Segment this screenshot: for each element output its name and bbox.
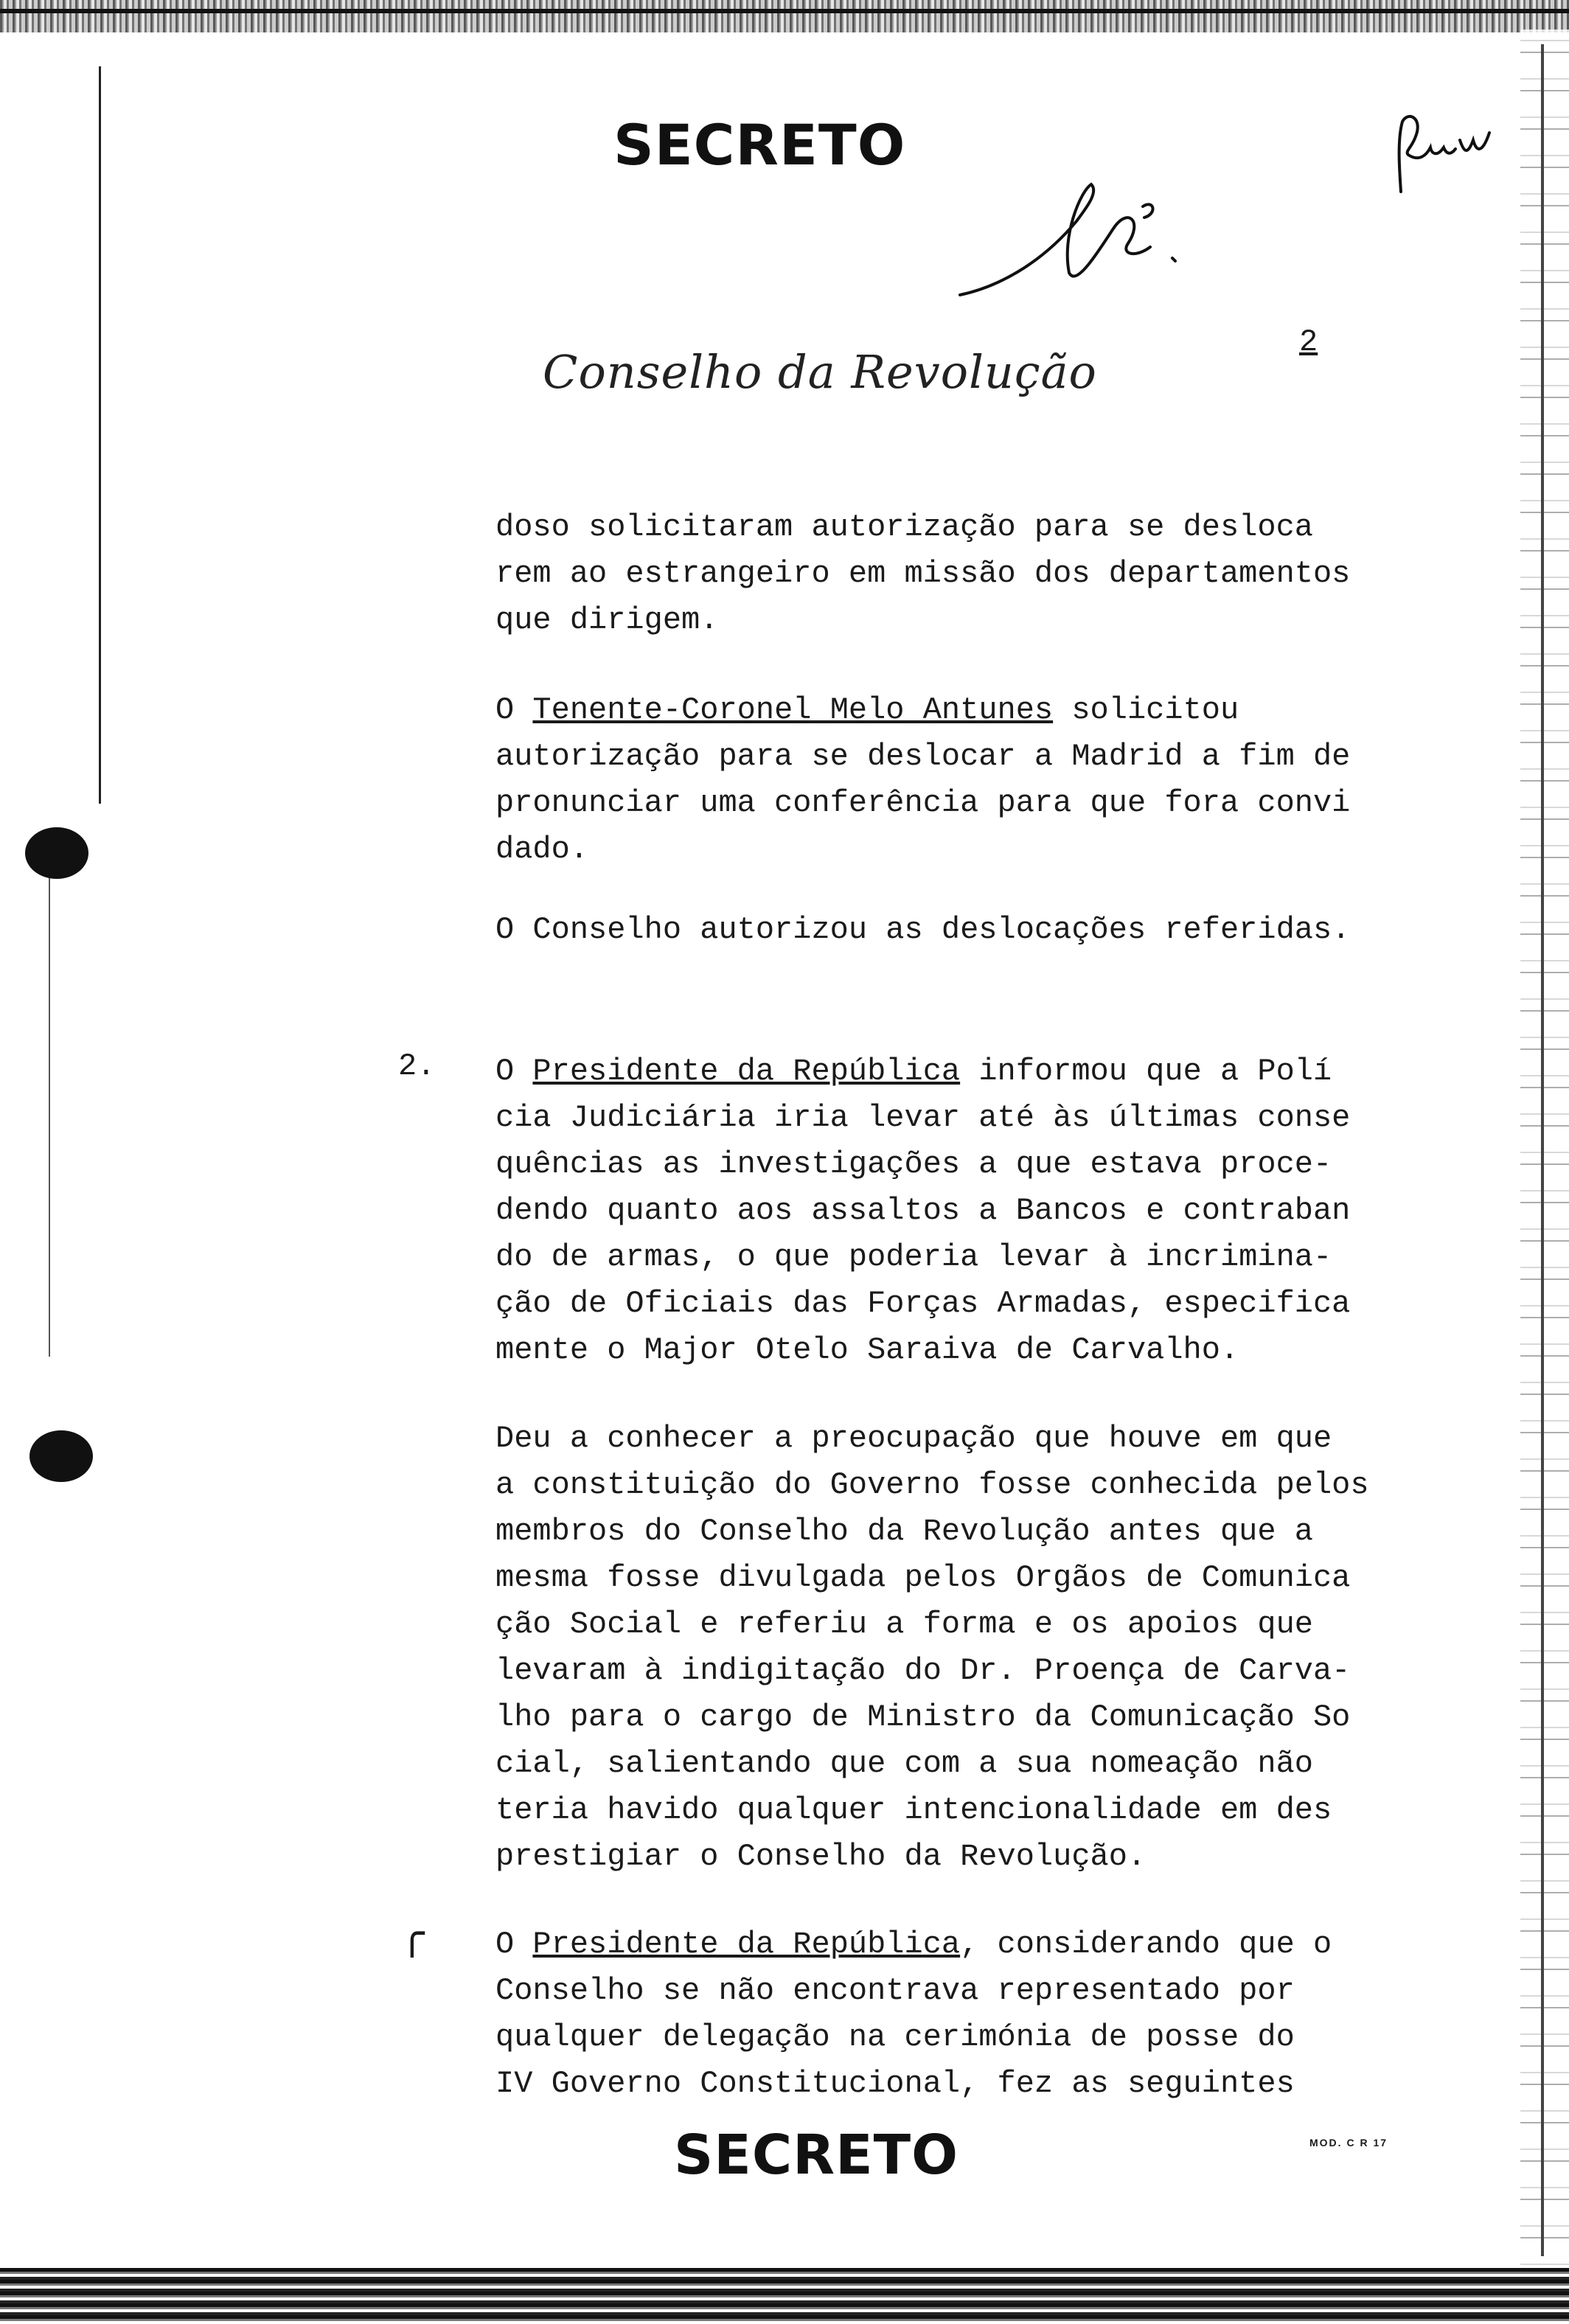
form-code: MOD. C R 17	[1309, 2137, 1388, 2149]
paragraph	[495, 907, 1402, 953]
text-line: IV Governo Constitucional, fez as seguintes	[495, 2066, 1295, 2101]
handwritten-initials	[951, 177, 1194, 310]
paragraph	[495, 687, 1402, 873]
text-line: pronunciar uma conferência para que fora convi	[495, 785, 1351, 821]
text-run: O	[495, 1054, 533, 1089]
text-run: O	[495, 1927, 533, 1962]
underlined-name: Tenente-Coronel Melo Antunes	[532, 692, 1054, 728]
paragraph	[495, 504, 1402, 644]
scan-edge-right	[1520, 29, 1569, 2271]
text-line: a constituição do Governo fosse conhecida pelos	[495, 1467, 1369, 1503]
text-line: prestigiar o Conselho da Revolução.	[495, 1839, 1147, 1874]
text-run: O	[495, 692, 533, 728]
punch-hole-bottom	[29, 1430, 93, 1482]
classification-stamp-top: SECRETO	[613, 112, 906, 178]
text-line: Deu a conhecer a preocupação que houve em que	[495, 1421, 1332, 1456]
text-line: teria havido qualquer intencionalidade em des	[495, 1792, 1332, 1828]
punch-hole-top	[25, 827, 88, 879]
text-line: do de armas, o que poderia levar à incrimina-	[495, 1239, 1332, 1275]
text-line: doso solicitaram autorização para se desloca	[495, 509, 1313, 545]
text-line: autorização para se deslocar a Madrid a fim de	[495, 739, 1351, 774]
text-line: membros do Conselho da Revolução antes que a	[495, 1514, 1313, 1549]
scan-edge-right-line	[1541, 44, 1544, 2256]
text-run: informou que a Polí	[960, 1054, 1332, 1089]
paragraph	[495, 1921, 1402, 2107]
letterhead: Conselho da Revolução	[543, 345, 1097, 399]
text-line: qualquer delegação na cerimónia de posse do	[495, 2019, 1295, 2055]
text-line: lho para o cargo de Ministro da Comunicação So	[495, 1699, 1351, 1735]
scan-edge-top-line	[0, 9, 1569, 13]
text-line	[495, 1921, 1402, 1968]
scan-edge-top	[0, 0, 1569, 32]
text-line: Conselho se não encontrava representado por	[495, 1973, 1295, 2008]
paragraph	[495, 1048, 1402, 1374]
text-run: solicitou	[1053, 692, 1239, 728]
text-line: ção Social e referiu a forma e os apoios que	[495, 1607, 1313, 1642]
margin-line-lower	[49, 870, 50, 1357]
underlined-name: Presidente da República	[532, 1927, 961, 1962]
classification-stamp-bottom: SECRETO	[674, 2123, 959, 2187]
paragraph	[495, 1416, 1402, 1880]
text-line: dendo quanto aos assaltos a Bancos e contraban	[495, 1193, 1351, 1228]
text-line: cia Judiciária iria levar até às últimas conse	[495, 1100, 1351, 1135]
text-line: cial, salientando que com a sua nomeação não	[495, 1746, 1313, 1781]
text-line: ção de Oficiais das Forças Armadas, especifica	[495, 1286, 1351, 1321]
text-line: rem ao estrangeiro em missão dos departamentos	[495, 556, 1351, 591]
text-line: que dirigem.	[495, 602, 719, 638]
page-number: 2	[1299, 324, 1318, 360]
text-line: dado.	[495, 832, 589, 867]
item-number: 2.	[398, 1048, 436, 1084]
scan-edge-bottom	[0, 2268, 1569, 2324]
text-line: mesma fosse divulgada pelos Orgãos de Comunica	[495, 1560, 1351, 1596]
text-line: O Conselho autorizou as deslocações referidas.	[495, 912, 1351, 947]
text-line: mente o Major Otelo Saraiva de Carvalho.	[495, 1332, 1239, 1368]
text-run: , considerando que o	[960, 1927, 1332, 1962]
margin-bracket-mark: ╭	[400, 1910, 425, 1958]
margin-line	[99, 66, 101, 804]
corner-signature	[1386, 111, 1504, 199]
text-line	[495, 1048, 1402, 1095]
underlined-name: Presidente da República	[532, 1054, 961, 1089]
text-line: levaram à indigitação do Dr. Proença de Carva-	[495, 1653, 1351, 1688]
text-line: quências as investigações a que estava proce-	[495, 1147, 1332, 1182]
text-line	[495, 687, 1402, 734]
